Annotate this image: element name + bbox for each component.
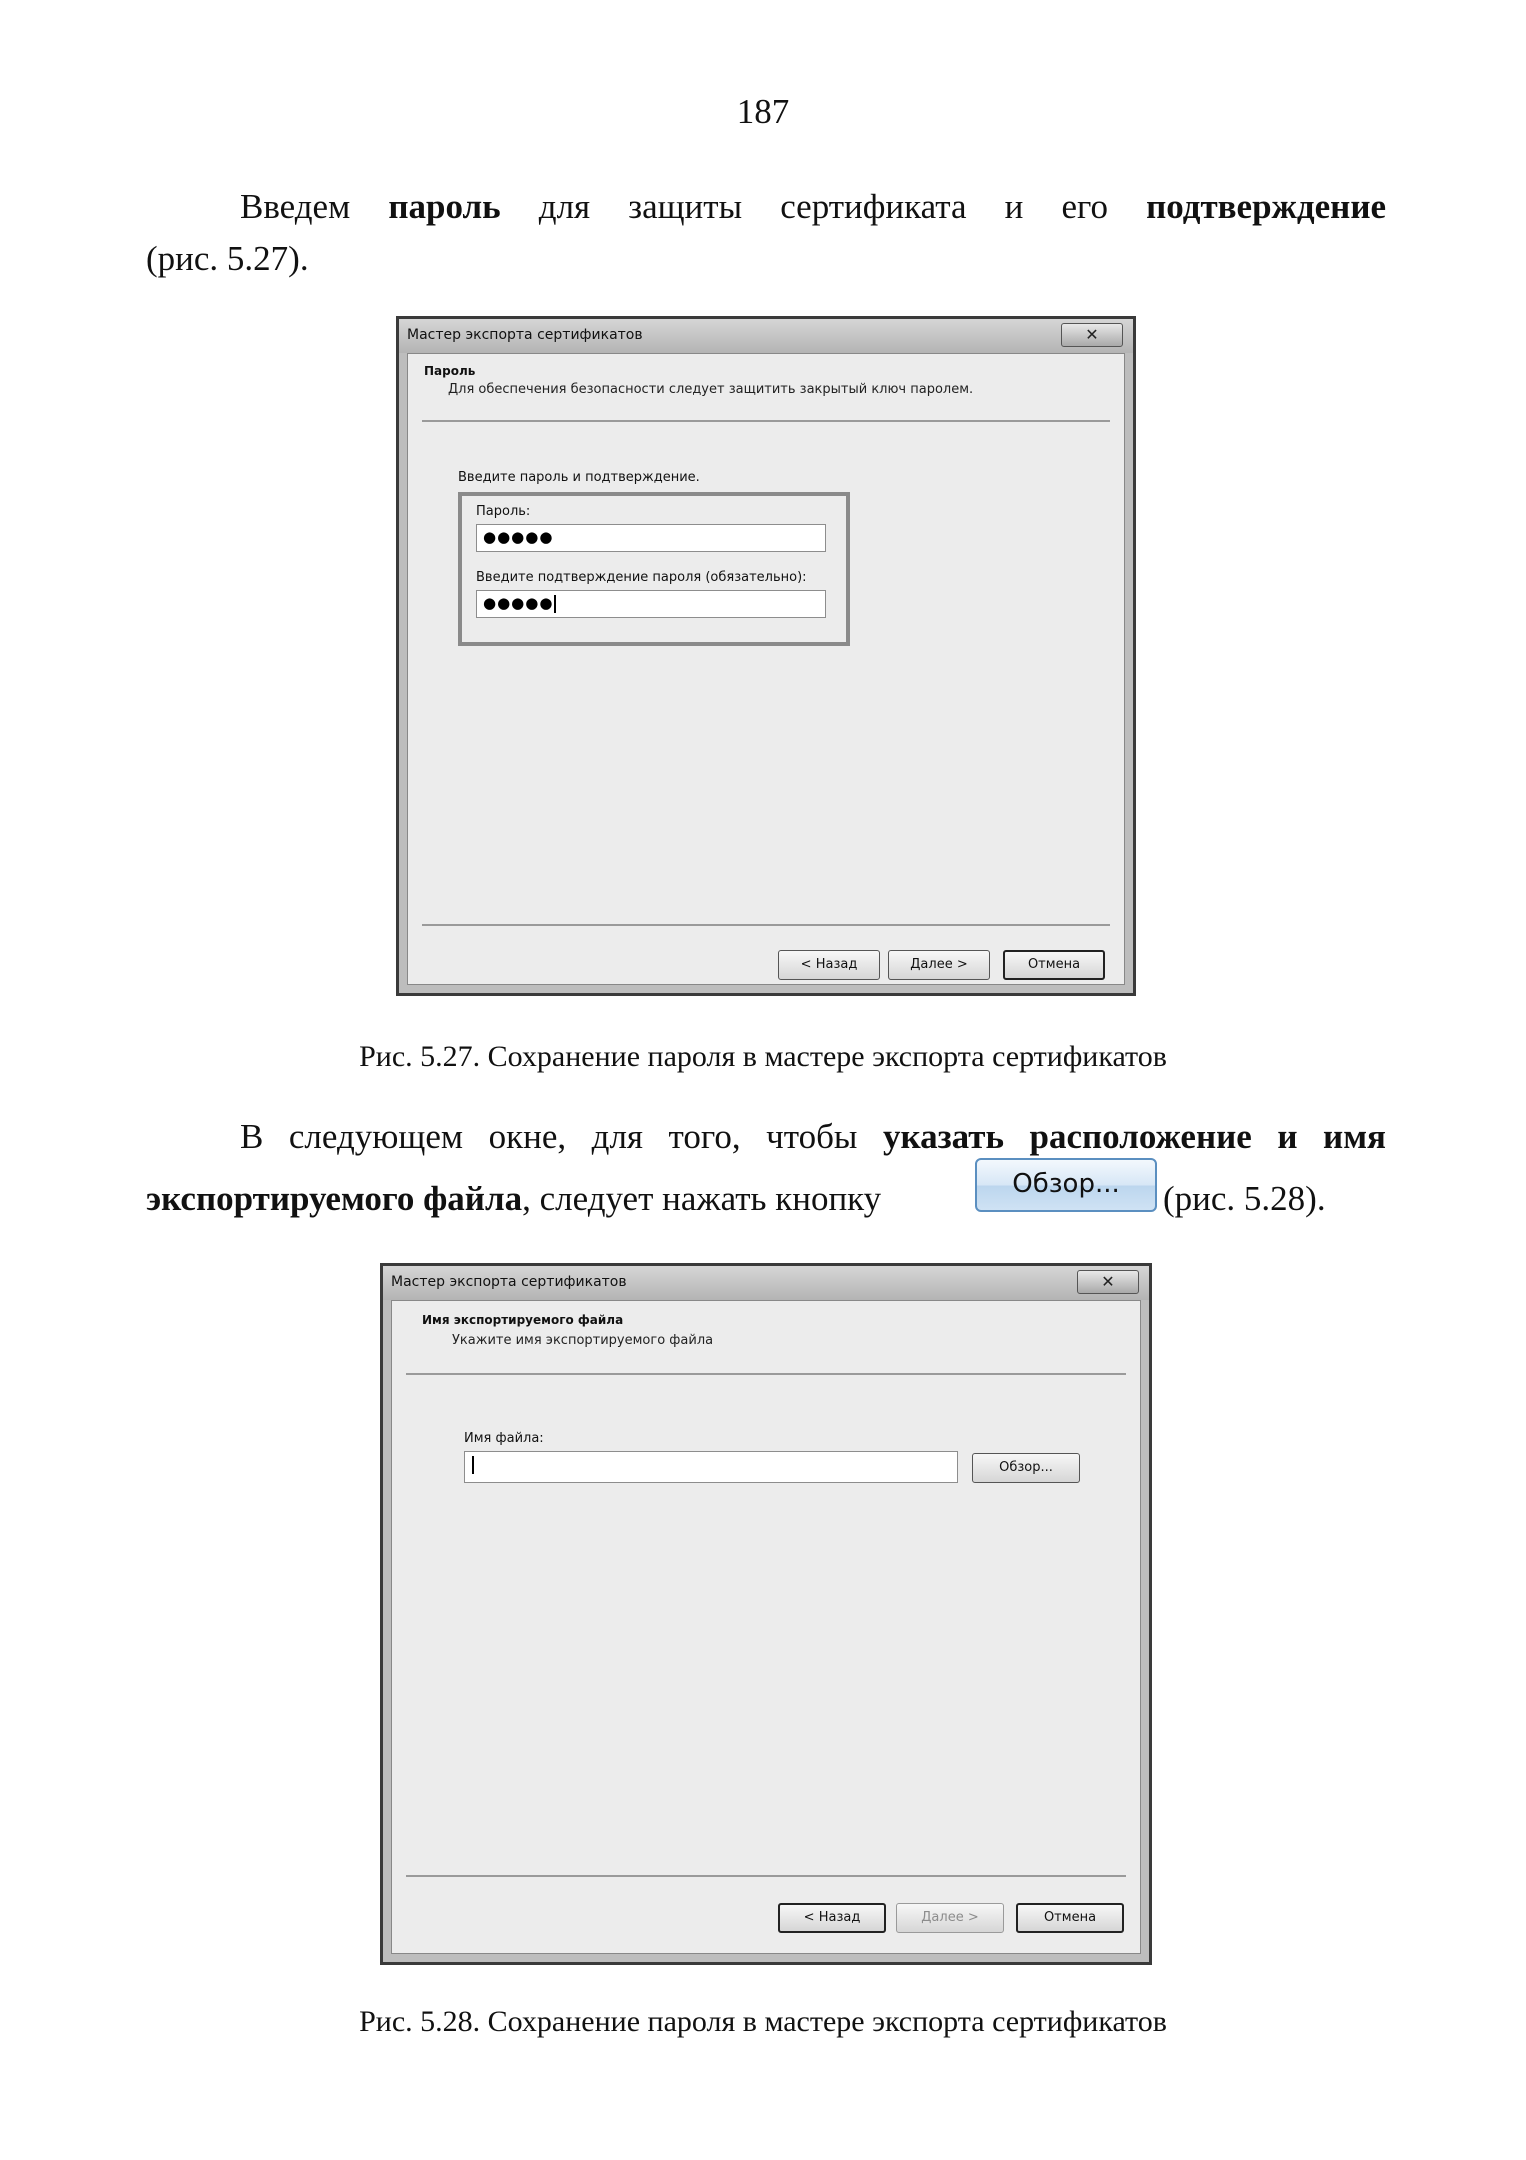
next-button[interactable]: Далее > bbox=[896, 1903, 1004, 1933]
back-button[interactable]: < Назад bbox=[778, 950, 880, 980]
bold-term-confirmation: подтверждение bbox=[1146, 187, 1387, 226]
wizard-page-description: Для обеспечения безопасности следует защитить закрытый ключ паролем. bbox=[448, 382, 974, 397]
close-icon: ✕ bbox=[1101, 1272, 1115, 1291]
text-caret bbox=[554, 595, 556, 613]
figure-5-27-caption: Рис. 5.27. Сохранение пароля в мастере экспорта сертификатов bbox=[359, 1040, 1167, 1073]
wizard-page-title: Пароль bbox=[424, 364, 476, 378]
password-prompt: Введите пароль и подтверждение. bbox=[458, 470, 700, 485]
paragraph-2-line-1 bbox=[146, 1116, 1386, 1158]
password-field[interactable] bbox=[476, 524, 826, 552]
text-run: , следует нажать кнопку bbox=[522, 1179, 882, 1218]
confirm-password-value: ●●●●● bbox=[483, 594, 554, 612]
window-title: Мастер экспорта сертификатов bbox=[391, 1274, 627, 1290]
figure-5-27-dialog bbox=[396, 316, 1136, 996]
dialog-titlebar bbox=[383, 1266, 1149, 1300]
inline-browse-button: Обзор... bbox=[975, 1158, 1157, 1212]
cancel-button[interactable]: Отмена bbox=[1003, 950, 1105, 980]
footer-separator bbox=[422, 924, 1110, 926]
confirm-password-field[interactable] bbox=[476, 590, 826, 618]
browse-button[interactable]: Обзор... bbox=[972, 1453, 1080, 1483]
close-icon: ✕ bbox=[1085, 325, 1099, 344]
page-number: 187 bbox=[736, 92, 790, 131]
bold-term-exported-file: экспортируемого файла bbox=[146, 1179, 523, 1218]
dialog-frame bbox=[399, 319, 1133, 993]
figure-5-28-caption: Рис. 5.28. Сохранение пароля в мастере экспорта сертификатов bbox=[359, 2005, 1167, 2038]
text-run: для защиты сертификата и его bbox=[538, 187, 1108, 226]
header-separator bbox=[422, 420, 1110, 422]
next-button[interactable]: Далее > bbox=[888, 950, 990, 980]
password-group bbox=[458, 492, 850, 646]
back-button[interactable]: < Назад bbox=[778, 1903, 886, 1933]
figure-5-28-dialog bbox=[380, 1263, 1152, 1965]
dialog-client bbox=[391, 1300, 1141, 1954]
dialog-client bbox=[407, 353, 1125, 985]
bold-term-location: указать расположение и имя bbox=[882, 1117, 1386, 1156]
text-caret bbox=[472, 1456, 474, 1474]
password-label: Пароль: bbox=[476, 504, 531, 519]
close-button[interactable] bbox=[1061, 323, 1123, 347]
filename-field[interactable] bbox=[464, 1451, 958, 1483]
header-separator bbox=[406, 1373, 1126, 1375]
footer-separator bbox=[406, 1875, 1126, 1877]
dialog-titlebar bbox=[399, 319, 1133, 353]
wizard-page-description: Укажите имя экспортируемого файла bbox=[452, 1333, 714, 1348]
paragraph-1-line-2: (рис. 5.27). bbox=[146, 239, 309, 278]
filename-label: Имя файла: bbox=[464, 1431, 544, 1446]
paragraph-2-line-2 bbox=[146, 1178, 881, 1220]
password-value: ●●●●● bbox=[483, 528, 554, 546]
paragraph-2-line-2-end: (рис. 5.28). bbox=[1163, 1179, 1326, 1218]
confirm-password-label: Введите подтверждение пароля (обязательно): bbox=[476, 570, 807, 585]
bold-term-password: пароль bbox=[388, 187, 501, 226]
text-run: В следующем окне, для того, чтобы bbox=[240, 1117, 858, 1156]
window-title: Мастер экспорта сертификатов bbox=[407, 327, 643, 343]
wizard-page-title: Имя экспортируемого файла bbox=[422, 1313, 624, 1327]
cancel-button[interactable]: Отмена bbox=[1016, 1903, 1124, 1933]
paragraph-1-line-1 bbox=[146, 186, 1386, 228]
close-button[interactable] bbox=[1077, 1270, 1139, 1294]
dialog-frame bbox=[383, 1266, 1149, 1962]
text-run: Введем bbox=[240, 187, 351, 226]
